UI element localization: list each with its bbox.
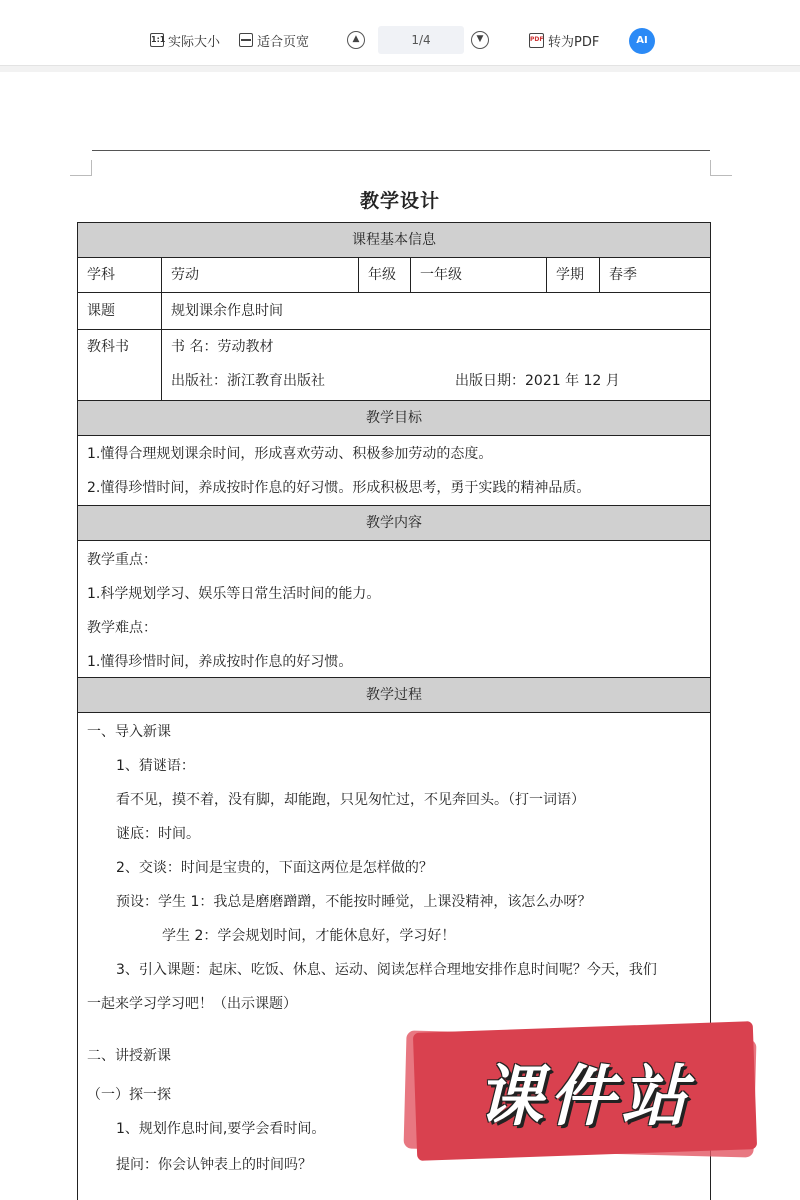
process-line: 1、猜谜语：: [116, 758, 195, 774]
convert-to-pdf-button[interactable]: [529, 24, 599, 56]
term-label: 学期: [546, 258, 599, 292]
book-name: 书 名：劳动教材: [171, 339, 274, 355]
textbook-row: [78, 330, 710, 401]
process-heading: 二、讲授新课: [87, 1048, 171, 1064]
actual-size-label: 实际大小: [168, 34, 221, 50]
subject-label: 学科: [87, 267, 115, 283]
process-line: 看不见，摸不着，没有脚，却能跑，只见匆忙过，不见奔回头。（打一词语）: [116, 792, 585, 808]
topic-label: 课题: [87, 303, 115, 319]
next-page-button[interactable]: [471, 31, 489, 49]
page-number-input[interactable]: 1/4: [378, 26, 464, 54]
publisher: 出版社：浙江教育出版社: [171, 373, 325, 389]
to-pdf-label: 转为PDF: [548, 34, 600, 50]
ai-assistant-button[interactable]: AI: [629, 28, 655, 54]
process-line: 预设：学生 1：我总是磨磨蹭蹭，不能按时睡觉，上课没精神，该怎么办呀？: [116, 894, 592, 910]
actual-size-icon: 1:1: [150, 33, 164, 47]
process-line: 学生 2：学会规划时间，才能休息好，学习好！: [162, 928, 456, 944]
difficulty-item: 1.懂得珍惜时间，养成按时作息的好习惯。: [87, 654, 353, 670]
process-line: 1、规划作息时间,要学会看时间。: [116, 1121, 326, 1137]
key-points-heading: 教学重点：: [87, 552, 157, 568]
section-header-goals: 教学目标: [78, 401, 710, 436]
grade-label: 年级: [358, 258, 410, 292]
fit-width-label: 适合页宽: [257, 34, 310, 50]
process-line: 2、交谈：时间是宝贵的，下面这两位是怎样做的？: [116, 860, 433, 876]
process-subheading: （一）探一探: [87, 1087, 171, 1103]
process-line: 谜底：时间。: [116, 826, 200, 842]
topic-row: [78, 293, 710, 330]
key-point-item: 1.科学规划学习、娱乐等日常生活时间的能力。: [87, 586, 381, 602]
actual-size-button[interactable]: [150, 24, 220, 56]
topic-value: 规划课余作息时间: [161, 293, 710, 329]
term-value: 春季: [599, 258, 710, 292]
watermark-stamp: [405, 1015, 765, 1165]
publication-date: 出版日期：2021 年 12 月: [455, 373, 620, 389]
process-line: 提问：你会认钟表上的时间吗？: [116, 1157, 312, 1173]
goals-cell: [78, 436, 710, 506]
process-line: 3、引入课题：起床、吃饭、休息、运动、阅读怎样合理地安排作息时间呢？今天，我们: [116, 962, 657, 978]
watermark-text: 课件站: [477, 1058, 693, 1135]
fit-width-icon: [239, 33, 253, 47]
chevron-down-icon: ▼: [476, 34, 484, 44]
textbook-label: 教科书: [87, 339, 129, 355]
viewer-toolbar: [0, 0, 800, 66]
goal-item: 2.懂得珍惜时间，养成按时作息的好习惯。形成积极思考，勇于实践的精神品质。: [87, 480, 591, 496]
goal-item: 1.懂得合理规划课余时间，形成喜欢劳动、积极参加劳动的态度。: [87, 446, 493, 462]
prev-page-button[interactable]: [347, 31, 365, 49]
subject-value: 劳动: [161, 258, 358, 292]
crop-mark: [710, 160, 732, 176]
header-rule: [92, 150, 710, 151]
chevron-up-icon: ▲: [352, 34, 360, 44]
crop-mark: [70, 160, 92, 176]
content-cell: [78, 541, 710, 678]
section-header-process: 教学过程: [78, 678, 710, 713]
section-header-content: 教学内容: [78, 506, 710, 541]
difficulties-heading: 教学难点：: [87, 620, 157, 636]
document-title: 教学设计: [359, 190, 440, 212]
section-header-basic: 课程基本信息: [78, 223, 710, 258]
textbook-details: [161, 330, 710, 400]
grade-value: 一年级: [410, 258, 546, 292]
subject-row: [78, 258, 710, 293]
fit-width-button[interactable]: [239, 24, 309, 56]
process-heading: 一、导入新课: [87, 724, 171, 740]
process-line: 一起来学习学习吧！（出示课题）: [87, 996, 297, 1012]
pdf-icon: PDF: [529, 33, 544, 48]
